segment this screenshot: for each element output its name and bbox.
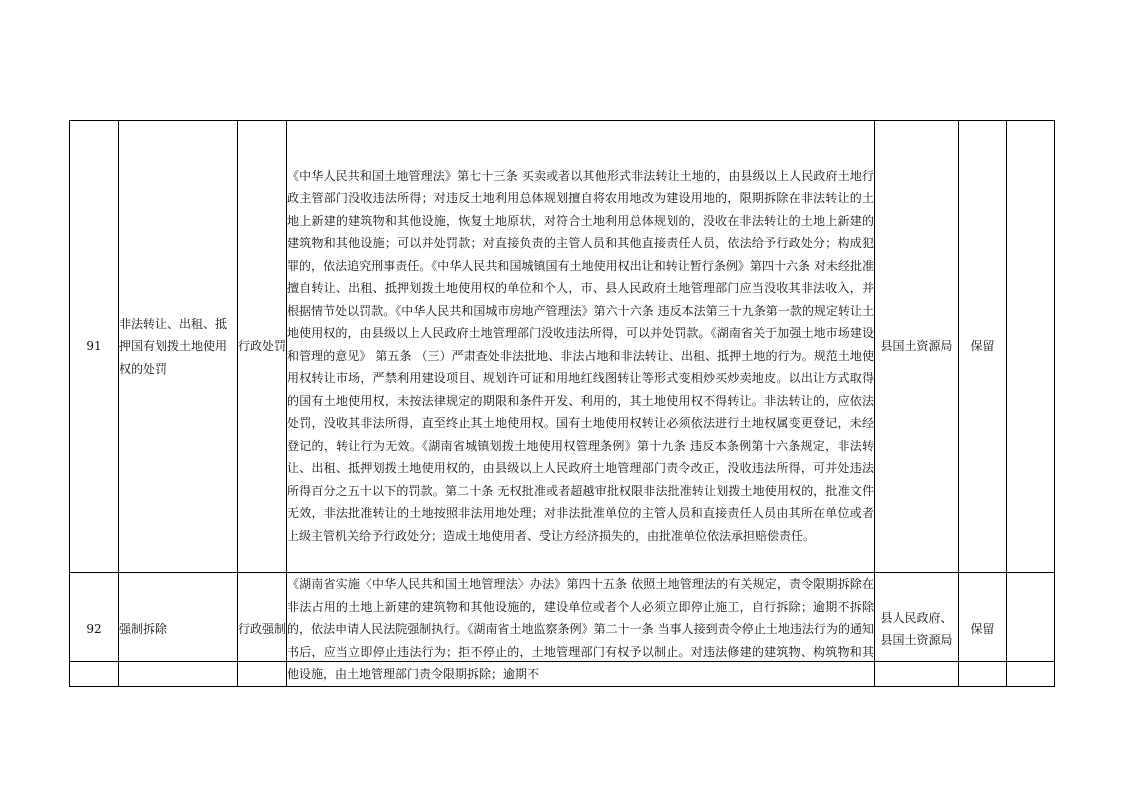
power-list-table <box>69 120 1055 687</box>
implementing-department: 县人民政府、县国土资源局 <box>875 573 959 687</box>
remarks-cell <box>1007 573 1055 687</box>
item-number: 92 <box>70 573 119 687</box>
item-name: 非法转让、出租、抵押国有划拨土地使用权的处罚 <box>119 121 238 573</box>
implementing-department: 县国土资源局 <box>875 121 959 573</box>
legal-basis-text: 《湖南省实施〈中华人民共和国土地管理法〉办法》第四十五条 依照土地管理法的有关规定，责令限期拆除在非法占用的土地上新建的建筑物和其他设施的，建设单位或者个人必须立即停止施工，自行拆除；逾期不拆除的，依法申请人民法院强制执行。《湖南省土地监察条例》第二十一条 当事人接到责令停止土地违法行为的通知书后，应当立即停止违法行为；拒不停止的，土地管理部门有权予以制止。对违法修建的建筑物、构筑物和其他设施，由土地管理部门责令限期拆除；逾期不 <box>287 577 874 681</box>
power-list-sheet <box>69 120 1054 681</box>
legal-basis-text: 《中华人民共和国土地管理法》第七十三条 买卖或者以其他形式非法转让土地的，由县级以上人民政府土地行政主管部门没收违法所得；对违反土地利用总体规划擅自将农用地改为建设用地的，限期拆除在非法转让的土地上新建的建筑物和其他设施，恢复土地原状，对符合土地利用总体规划的，没收在非法转让的土地上新建的建筑物和其他设施；可以并处罚款；对直接负责的主管人员和其他直接责任人员，依法给予行政处分；构成犯罪的，依法追究刑事责任。《中华人民共和国城镇国有土地使用权出让和转让暂行条例》第四十六条 对未经批准擅自转让、出租、抵押划拨土地使用权的单位和个人，市、县人民政府土地管理部门应当没收其非法收入，并根据情节处以罚款。《中华人民共和国城市房地产管理法》第六十六条 违反本法第三十九条第一款的规定转让土地使用权的，由县级以上人民政府土地管理部门没收违法所得，可以并处罚款。《湖南省关于加强土地市场建设和管理的意见》 第五条 （三）严肃查处非法批地、非法占地和非法转让、出租、抵押土地的行为。规范土地使用权转让市场，严禁利用建设项目、规划许可证和用地红线图转让等形式变相炒买炒卖地皮。以出让方式取得的国有土地使用权，未按法律规定的期限和条件开发、利用的，其土地使用权不得转让。非法转让的，应依法处罚，没收其非法所得，直至终止其土地使用权。国有土地使用权转让必须依法进行土地权属变更登记，未经登记的，转让行为无效。《湖南省城镇划拨土地使用权管理条例》第十九条 违反本条例第十六条规定，非法转让、出租、抵押划拨土地使用权的，由县级以上人民政府土地管理部门责令改正，没收违法所得，可并处违法所得百分之五十以下的罚款。第二十条 无权批准或者超越审批权限非法批准转让划拨土地使用权的，批准文件无效，非法批准转让的土地按照非法用地处理；对非法批准单位的主管人员和直接责任人员由其所在单位或者上级主管机关给予行政处分；造成土地使用者、受让方经济损失的，由批准单位依法承担赔偿责任。 <box>287 168 874 543</box>
item-type: 行政强制 <box>238 573 287 687</box>
table-row <box>70 121 1055 573</box>
item-name: 强制拆除 <box>119 573 238 687</box>
disposition-status: 保留 <box>959 573 1007 687</box>
item-number: 91 <box>70 121 119 573</box>
legal-basis-cell <box>287 121 875 573</box>
remarks-cell <box>1007 121 1055 573</box>
disposition-status: 保留 <box>959 121 1007 573</box>
legal-basis-cell <box>287 573 875 687</box>
item-type: 行政处罚 <box>238 121 287 573</box>
table-row <box>70 573 1055 687</box>
